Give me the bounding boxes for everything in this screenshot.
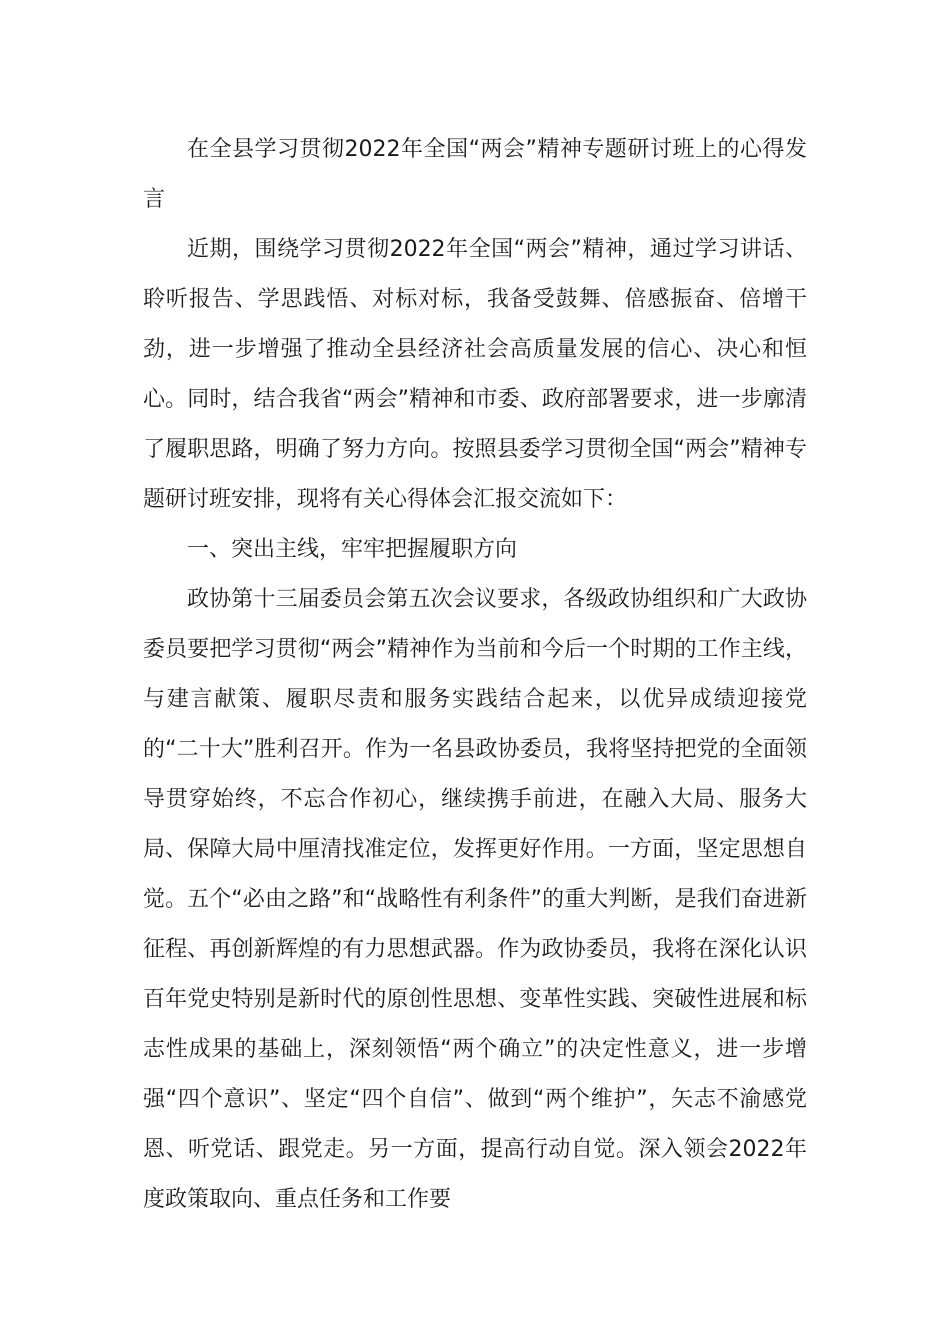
document-body <box>143 125 807 1225</box>
section-heading-1: 一、突出主线，牢牢把握履职方向 <box>187 537 518 562</box>
paragraph-intro: 近期，围绕学习贯彻2022年全国“两会”精神，通过学习讲话、聆听报告、学思践悟、对标对标，我备受鼓舞、倍感振奋、倍增干劲，进一步增强了推动全县经济社会高质量发展的信心、决心和恒心。同时，结合我省“两会”精神和市委、政府部署要求，进一步廓清了履职思路，明确了努力方向。按照县委学习贯彻全国“两会”精神专题研讨班安排，现将有关心得体会汇报交流如下： <box>143 237 807 512</box>
document-title: 在全县学习贯彻2022年全国“两会”精神专题研讨班上的心得发言 <box>143 137 807 212</box>
paragraph-section-1: 政协第十三届委员会第五次会议要求，各级政协组织和广大政协委员要把学习贯彻“两会”精神作为当前和今后一个时期的工作主线，与建言献策、履职尽责和服务实践结合起来，以优异成绩迎接党的“二十大”胜利召开。作为一名县政协委员，我将坚持把党的全面领导贯穿始终，不忘合作初心，继续携手前进，在融入大局、服务大局、保障大局中厘清找准定位，发挥更好作用。一方面，坚定思想自觉。五个“必由之路”和“战略性有利条件”的重大判断，是我们奋进新征程、再创新辉煌的有力思想武器。作为政协委员，我将在深化认识百年党史特别是新时代的原创性思想、变革性实践、突破性进展和标志性成果的基础上，深刻领悟“两个确立”的决定性意义，进一步增强“四个意识”、坚定“四个自信”、做到“两个维护”，矢志不渝感党恩、听党话、跟党走。另一方面，提高行动自觉。深入领会2022年度政策取向、重点任务和工作要 <box>143 587 807 1212</box>
